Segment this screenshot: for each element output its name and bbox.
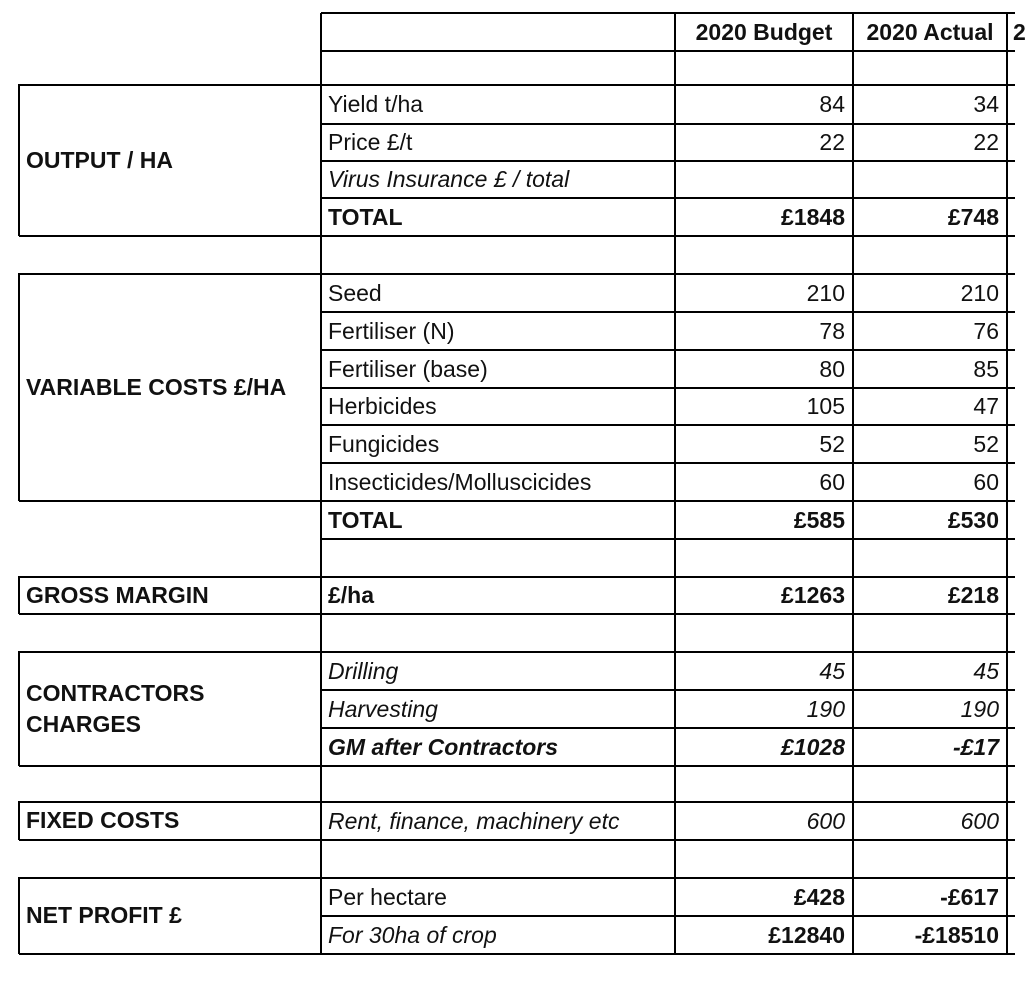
section-label-fixed-costs: FIXED COSTS: [26, 807, 180, 834]
section-label-contractors: CONTRACTORS CHARGES: [26, 679, 205, 737]
row-label: TOTAL: [328, 203, 403, 230]
budget-value: 60: [819, 468, 845, 495]
actual-value: [853, 161, 1007, 198]
row-label: Rent, finance, machinery etc: [328, 807, 620, 834]
grid-line: [321, 50, 1015, 52]
section-label-net-profit: NET PROFIT £: [26, 902, 182, 929]
budget-value: £428: [793, 883, 845, 910]
grid-line: [321, 500, 1015, 502]
row-label: For 30ha of crop: [328, 921, 497, 948]
budget-value: 22: [819, 129, 845, 155]
grid-line: [19, 576, 321, 578]
budget-value: 78: [819, 317, 845, 344]
grid-line: [321, 613, 1015, 615]
grid-line: [321, 84, 1015, 86]
grid-line: [321, 689, 1015, 691]
grid-line: [321, 576, 1015, 578]
grid-line: [321, 235, 1015, 237]
actual-value: £748: [947, 203, 999, 230]
budget-value: 105: [806, 393, 845, 419]
actual-value: -£617: [940, 883, 999, 910]
budget-value: 45: [819, 657, 845, 684]
grid-line: [19, 877, 321, 879]
budget-value: £1848: [781, 203, 845, 230]
budget-value: £1263: [781, 582, 845, 608]
actual-value: 45: [973, 657, 999, 684]
grid-line: [321, 801, 1015, 803]
budget-value: 80: [819, 355, 845, 382]
grid-line: [19, 273, 321, 275]
row-label: Per hectare: [328, 883, 447, 910]
grid-line: [321, 197, 1015, 199]
row-label: Fertiliser (base): [328, 355, 488, 382]
actual-value: 190: [960, 695, 999, 722]
actual-value: 52: [973, 430, 999, 457]
grid-line: [19, 500, 321, 502]
grid-line: [19, 613, 321, 615]
budget-value: 600: [806, 807, 845, 834]
grid-line: [321, 349, 1015, 351]
grid-line: [321, 953, 1015, 955]
row-label: Fungicides: [328, 430, 440, 457]
row-label: Fertiliser (N): [328, 317, 455, 344]
actual-value: 47: [973, 393, 999, 419]
column-header-actual: 2020 Actual: [866, 18, 994, 45]
actual-value: -£18510: [914, 921, 999, 948]
actual-value: 85: [973, 355, 999, 382]
grid-line: [321, 160, 1015, 162]
actual-value: 76: [973, 317, 999, 344]
actual-value: £218: [947, 582, 999, 608]
actual-value: 60: [973, 468, 999, 495]
actual-value: £530: [947, 506, 999, 533]
grid-line: [19, 235, 321, 237]
row-label: Virus Insurance £ / total: [328, 166, 570, 192]
grid-line: [18, 273, 20, 501]
grid-line: [19, 839, 321, 841]
grid-line: [321, 538, 1015, 540]
section-label-output: OUTPUT / HA: [26, 146, 173, 173]
grid-line: [321, 839, 1015, 841]
grid-line: [18, 576, 20, 614]
column-header-next: 2: [1013, 18, 1026, 45]
grid-line: [321, 273, 1015, 275]
actual-value: 210: [960, 279, 999, 306]
grid-line: [19, 801, 321, 803]
grid-line: [321, 123, 1015, 125]
row-label: Seed: [328, 279, 382, 306]
row-label: TOTAL: [328, 506, 403, 533]
row-label: £/ha: [328, 582, 375, 608]
budget-value: 84: [819, 91, 845, 117]
row-label: Drilling: [328, 657, 399, 684]
grid-line: [18, 877, 20, 954]
actual-value: 22: [973, 129, 999, 155]
grid-line: [852, 13, 854, 955]
grid-line: [19, 651, 321, 653]
budget-value: 210: [806, 279, 845, 306]
actual-value: -£17: [952, 733, 999, 760]
grid-line: [321, 765, 1015, 767]
row-label: Yield t/ha: [328, 91, 424, 117]
section-label-variable-costs: VARIABLE COSTS £/HA: [26, 373, 287, 400]
grid-line: [18, 84, 20, 236]
grid-line: [321, 424, 1015, 426]
grid-line: [321, 651, 1015, 653]
row-label: Harvesting: [328, 695, 438, 722]
budget-value: 52: [819, 430, 845, 457]
section-label-gross-margin: GROSS MARGIN: [26, 581, 209, 608]
grid-line: [18, 801, 20, 840]
actual-value: 34: [973, 91, 999, 117]
grid-line: [19, 765, 321, 767]
grid-line: [1006, 13, 1008, 955]
grid-line: [321, 311, 1015, 313]
grid-line: [321, 462, 1015, 464]
grid-line: [321, 387, 1015, 389]
budget-value: £1028: [781, 733, 845, 760]
row-label: GM after Contractors: [328, 733, 559, 760]
row-label: Price £/t: [328, 129, 413, 155]
row-label: Insecticides/Molluscicides: [328, 468, 592, 495]
grid-line: [321, 12, 1015, 14]
budget-value: £585: [793, 506, 845, 533]
grid-line: [321, 727, 1015, 729]
budget-value: 190: [806, 695, 845, 722]
grid-line: [321, 877, 1015, 879]
actual-value: 600: [960, 807, 999, 834]
budget-value: [675, 161, 853, 198]
grid-line: [18, 651, 20, 766]
grid-line: [674, 13, 676, 955]
grid-line: [19, 953, 321, 955]
grid-line: [19, 84, 321, 86]
row-label: Herbicides: [328, 393, 437, 419]
budget-value: £12840: [768, 921, 845, 948]
column-header-budget: 2020 Budget: [695, 18, 833, 45]
grid-line: [321, 915, 1015, 917]
